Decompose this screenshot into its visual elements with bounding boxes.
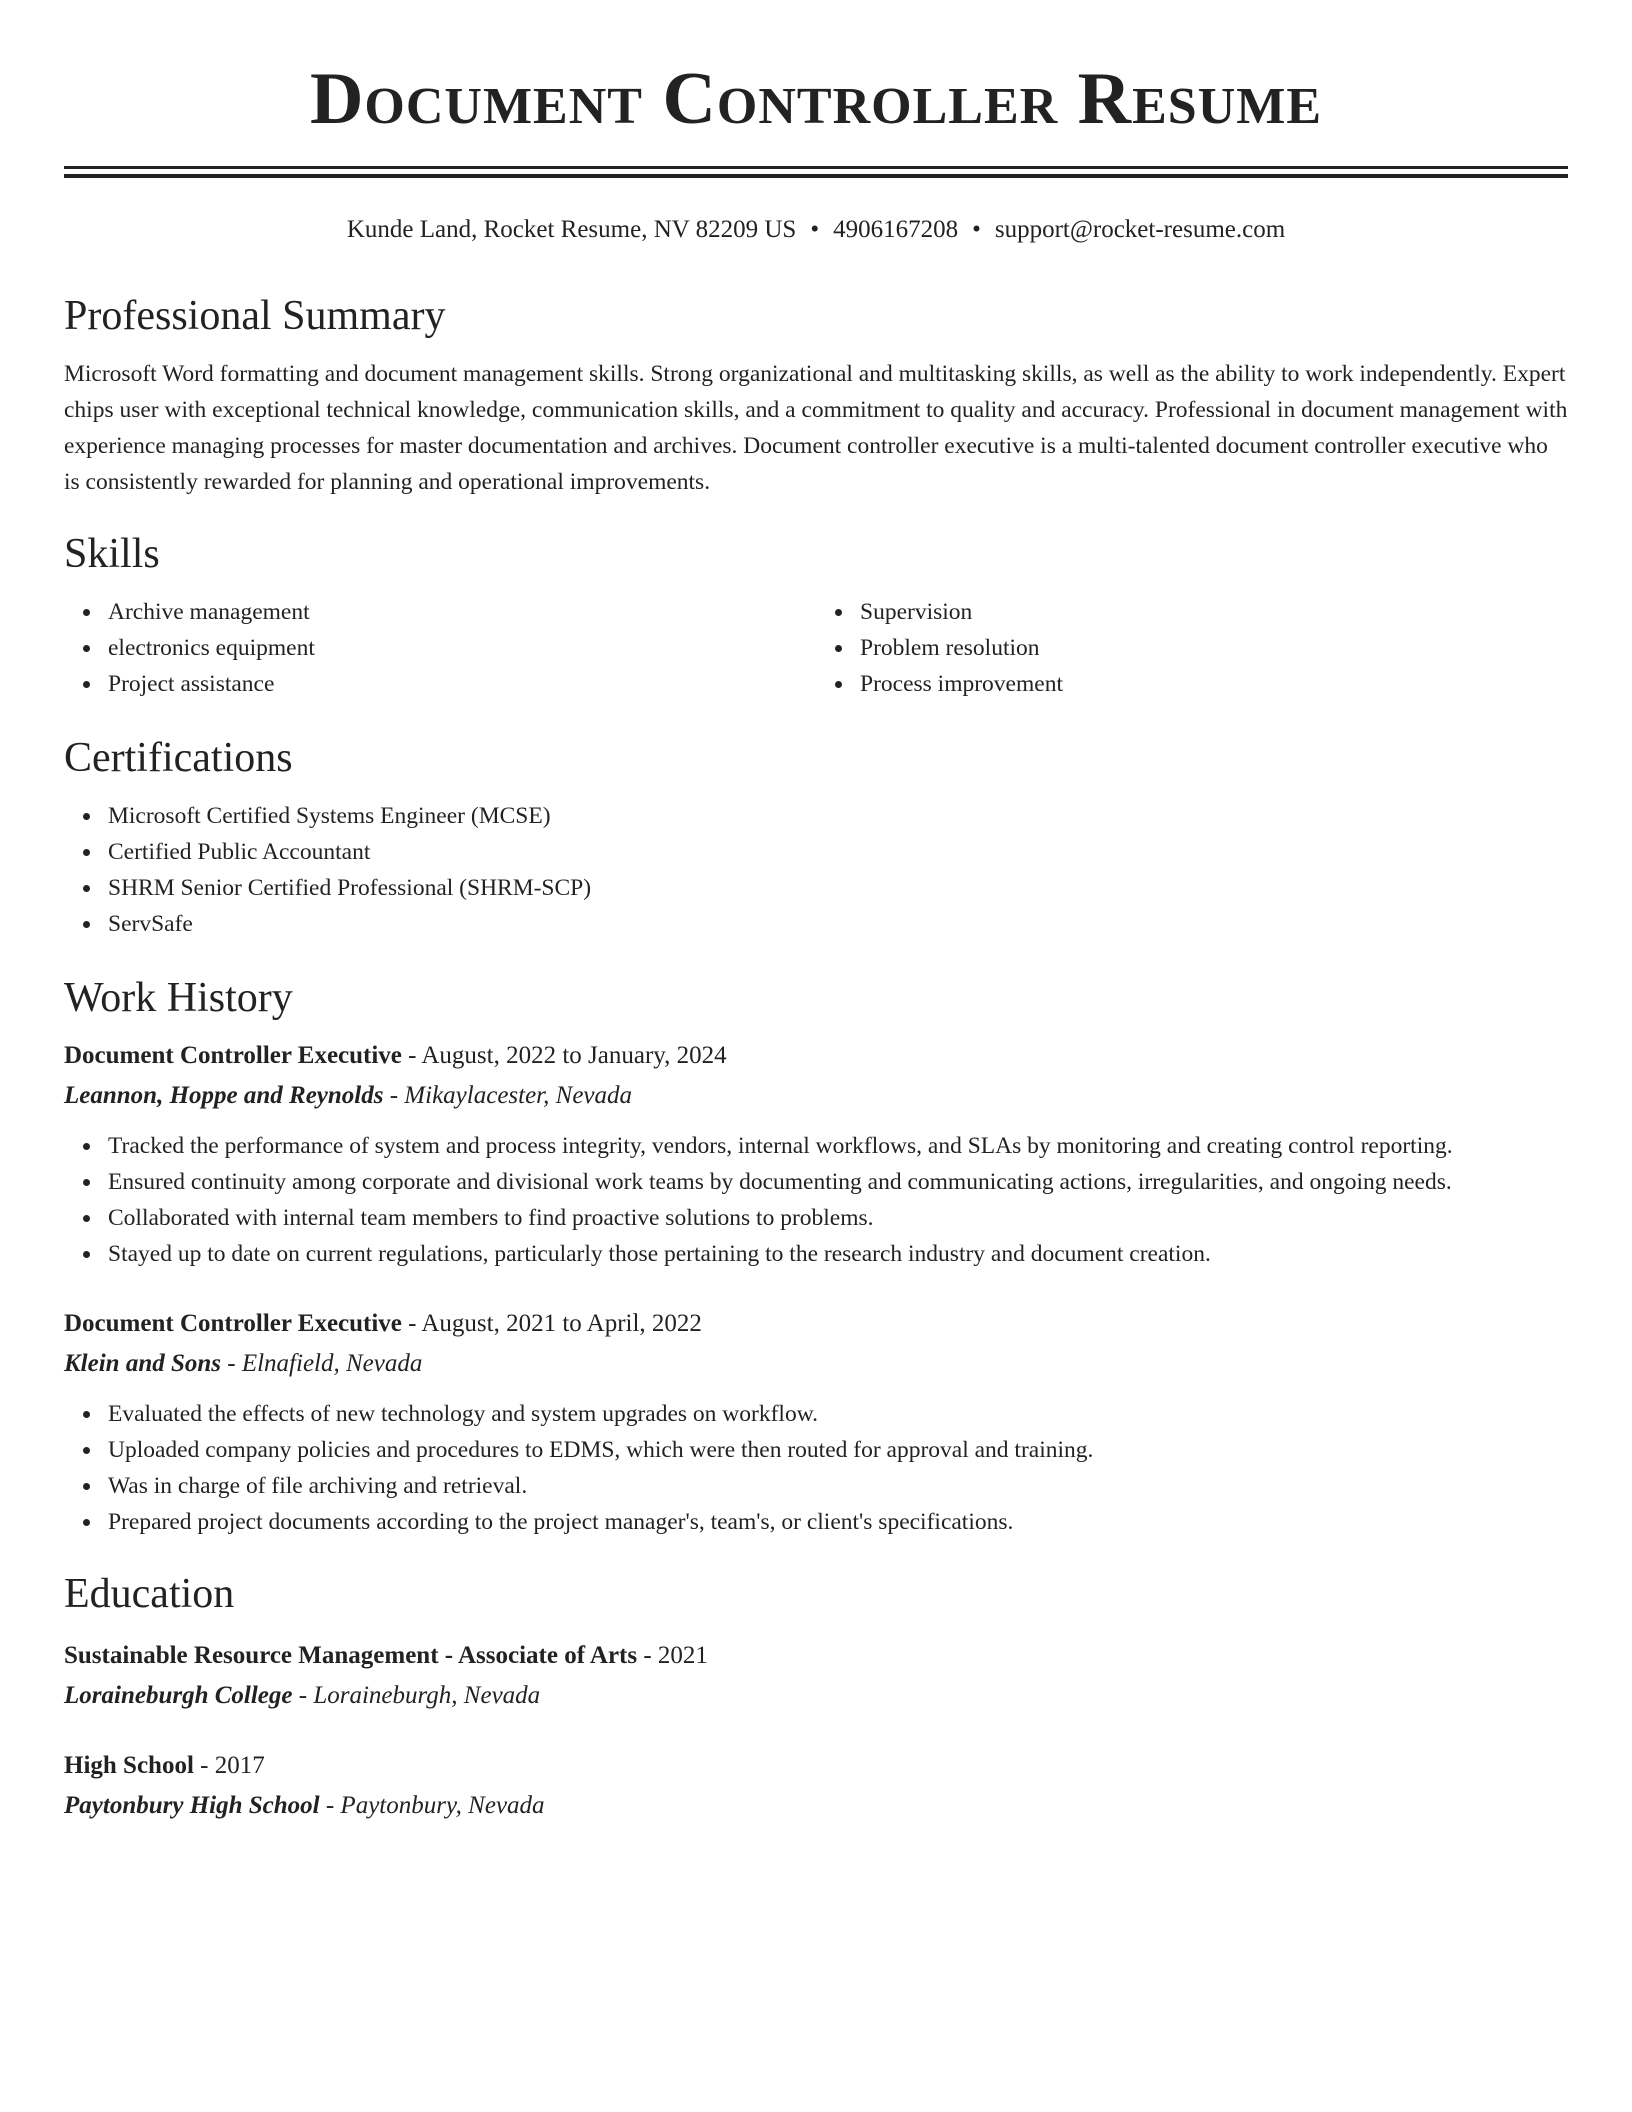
education-degree: High School	[64, 1752, 194, 1779]
resume-title: Document Controller Resume	[309, 58, 1323, 140]
education-school: Paytonbury High School	[64, 1792, 320, 1819]
certifications-list	[64, 798, 1568, 942]
job-title-line	[64, 1038, 1568, 1074]
job-dates: - August, 2021 to April, 2022	[401, 1310, 702, 1337]
skill-item: Archive management	[108, 594, 816, 630]
certification-item: Certified Public Accountant	[108, 834, 1568, 870]
job-duty-item: Collaborated with internal team members to find proactive solutions to problems.	[108, 1200, 1568, 1236]
skill-item: electronics equipment	[108, 630, 816, 666]
education-year: - 2017	[193, 1752, 265, 1779]
job-duties-list	[64, 1396, 1568, 1540]
resume-page	[64, 0, 1568, 1824]
job-duty-item: Prepared project documents according to the project manager's, team's, or client's specifications.	[108, 1504, 1568, 1540]
education-degree: Sustainable Resource Management - Associate of Arts	[64, 1642, 638, 1669]
contact-separator: •	[810, 216, 820, 243]
job-location: - Elnafield, Nevada	[221, 1350, 423, 1377]
skills-heading: Skills	[64, 531, 160, 577]
summary-text: Microsoft Word formatting and document management skills. Strong organizational and multitasking skills, as well as the ability to work independently. Expert chips user with exceptional technical knowledge, communication skills, and a commitment to quality and accuracy. Professional in document management with experience managing processes for master documentation and archives. Document controller executive is a multi-talented document controller executive who is consistently rewarded for planning and operational improvements.	[64, 361, 1568, 495]
education-heading: Education	[64, 1571, 235, 1617]
job-title: Document Controller Executive	[64, 1042, 402, 1069]
certification-item: ServSafe	[108, 906, 1568, 942]
job-duty-item: Uploaded company policies and procedures to EDMS, which were then routed for approval and training.	[108, 1432, 1568, 1468]
contact-address: Kunde Land, Rocket Resume, NV 82209 US	[346, 216, 797, 243]
skill-item: Process improvement	[860, 666, 1568, 702]
job-company-line	[64, 1078, 1568, 1114]
job-dates: - August, 2022 to January, 2024	[401, 1042, 727, 1069]
job-title-line	[64, 1306, 1568, 1342]
education-school-line	[64, 1788, 1568, 1824]
education-location: - Loraineburgh, Nevada	[292, 1682, 541, 1709]
certifications-heading: Certifications	[64, 735, 293, 781]
job-duty-item: Stayed up to date on current regulations, particularly those pertaining to the research industry and document creation.	[108, 1236, 1568, 1272]
contact-line	[64, 214, 1568, 246]
title-divider-bottom	[64, 174, 1568, 178]
skill-item: Project assistance	[108, 666, 816, 702]
job-duty-item: Ensured continuity among corporate and divisional work teams by documenting and communicating actions, irregularities, and ongoing needs.	[108, 1164, 1568, 1200]
title-divider-top	[64, 166, 1568, 169]
job-location: - Mikaylacester, Nevada	[383, 1082, 633, 1109]
job-company: Klein and Sons	[64, 1350, 222, 1377]
summary-heading: Professional Summary	[64, 293, 446, 339]
contact-phone: 4906167208	[833, 216, 959, 243]
skills-list-right	[816, 594, 1568, 702]
contact-separator: •	[972, 216, 981, 243]
education-year: - 2021	[637, 1642, 708, 1669]
education-degree-line	[64, 1638, 1568, 1674]
job-duty-item: Tracked the performance of system and process integrity, vendors, internal workflows, and SLAs by monitoring and creating control reporting.	[108, 1128, 1568, 1164]
skill-item: Supervision	[860, 594, 1568, 630]
job-duty-item: Evaluated the effects of new technology and system upgrades on workflow.	[108, 1396, 1568, 1432]
education-school: Loraineburgh College	[64, 1682, 293, 1709]
education-school-line	[64, 1678, 1568, 1714]
skills-list-left	[64, 594, 816, 702]
certification-item: SHRM Senior Certified Professional (SHRM-SCP)	[108, 870, 1568, 906]
job-company: Leannon, Hoppe and Reynolds	[64, 1082, 384, 1109]
job-title: Document Controller Executive	[64, 1310, 402, 1337]
job-duty-item: Was in charge of file archiving and retrieval.	[108, 1468, 1568, 1504]
contact-email: support@rocket-resume.com	[994, 216, 1286, 243]
education-location: - Paytonbury, Nevada	[319, 1792, 545, 1819]
education-degree-line	[64, 1748, 1568, 1784]
skill-item: Problem resolution	[860, 630, 1568, 666]
work-history-heading: Work History	[64, 975, 293, 1021]
skills-columns	[64, 594, 1568, 702]
job-company-line	[64, 1346, 1568, 1382]
job-duties-list	[64, 1128, 1568, 1272]
certification-item: Microsoft Certified Systems Engineer (MCSE)	[108, 798, 1568, 834]
